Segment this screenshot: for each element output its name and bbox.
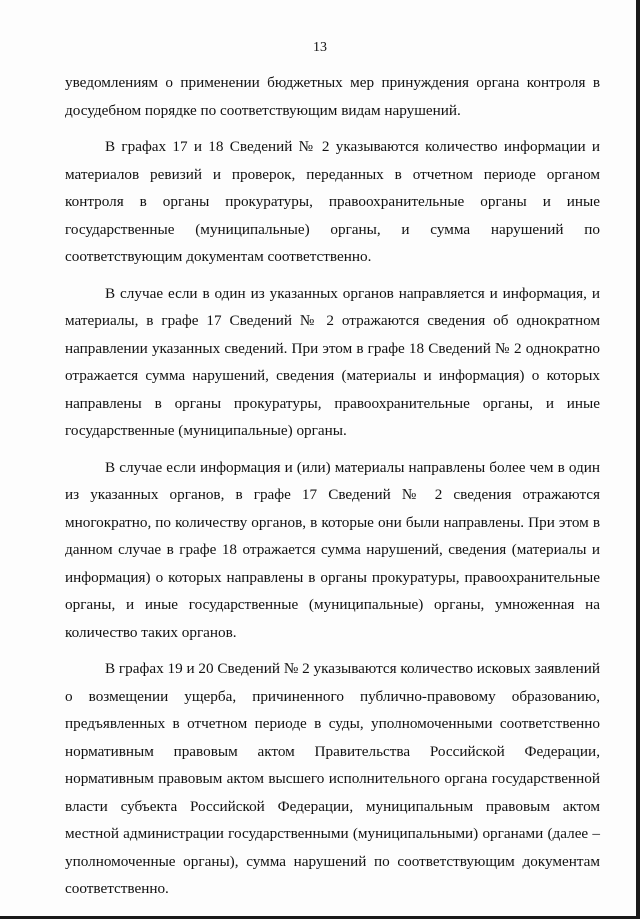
document-body (65, 69, 600, 912)
paragraph-1: уведомлениям о применении бюджетных мер принуждения органа контроля в досудебном порядке по соответствующим видам нарушений. (65, 74, 600, 119)
paragraph-3: В случае если в один из указанных органов направляется и информация, и материалы, в графе 17 Сведений № 2 отражаются сведения об однократном направлении указанных сведений. При этом в графе 18 Сведений № 2 однократно отражается сумма нарушений, сведения (материалы и информация) о которых направлены в органы прокуратуры, правоохранительные органы, и иные государственные (муниципальные) органы. (65, 284, 600, 439)
page-number: 13 (313, 40, 327, 55)
scan-edge-right (636, 0, 640, 919)
paragraph-5: В графах 19 и 20 Сведений № 2 указываются количество исковых заявлений о возмещении ущерба, причиненного публично-правовому образованию, предъявленных в отчетном периоде в суды, уполномоченными соответственно нормативным правовым актом Правительства Российской Федерации, нормативным правовым актом высшего исполнительного органа государственной власти субъекта Российской Федерации, муниципальным правовым актом местной администрации государственными (муниципальными) органами (далее – уполномоченные органы), сумма нарушений по соответствующим документам соответственно. (65, 660, 600, 897)
paragraph-2: В графах 17 и 18 Сведений № 2 указываются количество информации и материалов ревизий и проверок, переданных в отчетном периоде органом контроля в органы прокуратуры, правоохранительные органы и иные государственные (муниципальные) органы, и сумма нарушений по соответствующим документам соответственно. (65, 138, 600, 265)
paragraph-4: В случае если информация и (или) материалы направлены более чем в один из указанных органов, в графе 17 Сведений № 2 сведения отражаются многократно, по количеству органов, в которые они были направлены. При этом в данном случае в графе 18 отражается сумма нарушений, сведения (материалы и информация) о которых направлены в органы прокуратуры, правоохранительные органы, и иные государственные (муниципальные) органы, умноженная на количество таких органов. (65, 458, 600, 641)
